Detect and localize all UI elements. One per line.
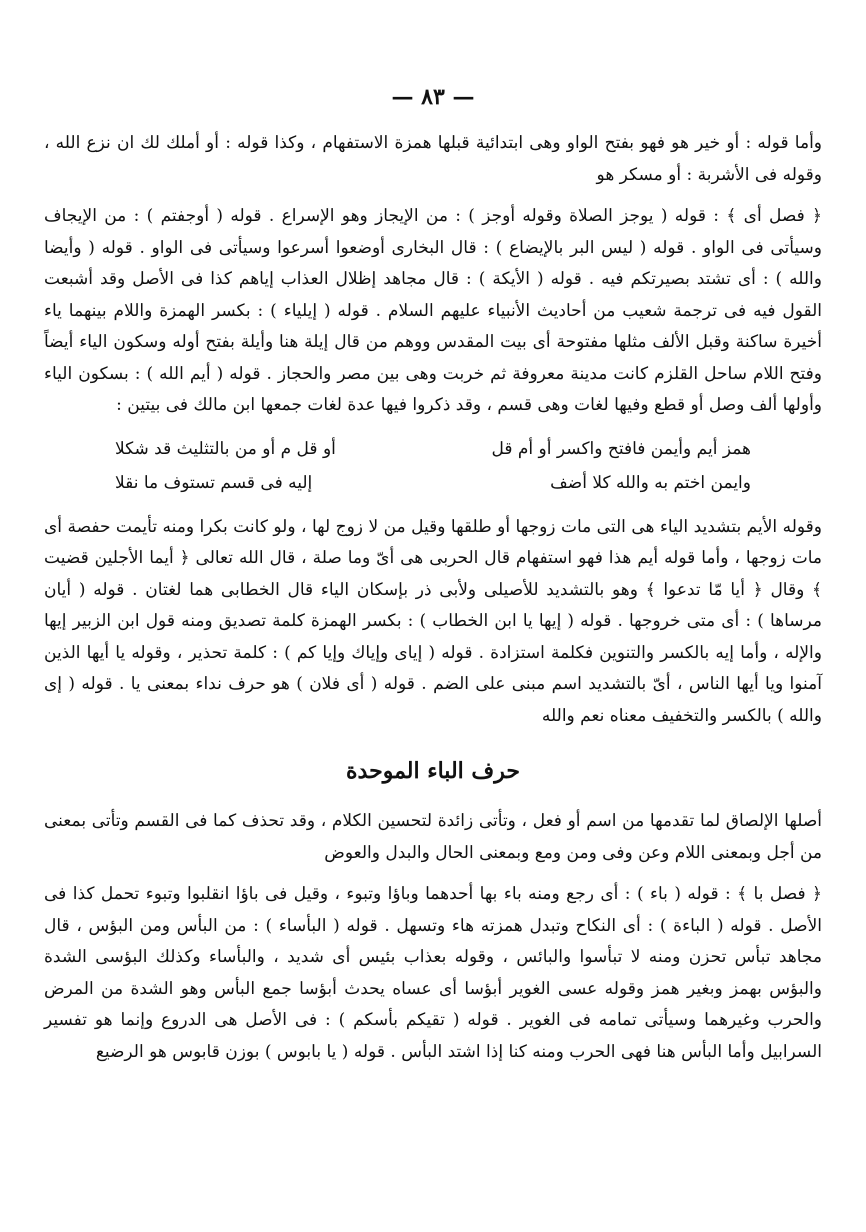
verse-hemistich-first: همز أيم وأيمن فافتح واكسر أو أم قل [491,438,751,459]
verse-hemistich-second: أو قل م أو من بالتثليث قد شكلا [115,438,336,459]
verse-hemistich-second: إليه فى قسم تستوف ما نقلا [115,472,313,493]
verse-hemistich-first: وايمن اختم به والله كلا أضف [550,472,751,493]
page-number: — ٨٣ — [391,84,475,110]
poem-verses [44,432,822,500]
paragraph-ayyim: وقوله الأيم بتشديد الياء هى التى مات زوجها أو طلقها وقيل من لا زوج لها ، ولو كانت بكرا ومنه تأيمت حفصة أى مات زوجها ، وأما قوله أيم هذا فهو استفهام قال الحربى هى أىّ وما صلة ، قال الله تعالى ﴿ أيما الأجلين قضيت ﴾ وقال ﴿ أيا مّا تدعوا ﴾ وهو بالتشديد للأصيلى ولأبى ذر بإسكان الياء قال الخطابى هما لغتان . قوله ( أيان مرساها ) : أى متى خروجها . قوله ( إيها يا ابن الخطاب ) : بكسر الهمزة كلمة تصديق ومنه قول ابن الزبير إيها والإله ، وأما إيه بالكسر والتنوين فكلمة استزادة . قوله ( إياى وإياك وإيا كم ) : كلمة تحذير ، وقوله يا أيها الذين آمنوا ويا أيها الناس ، أىّ بالتشديد اسم مبنى على الضم . قوله ( أى فلان ) هو حرف نداء بمعنى يا . قوله ( إى والله ) بالكسر والتخفيف معناه نعم والله [44,516,822,726]
section-heading: حرف الباء الموحدة [346,758,520,784]
paragraph-fasl-ay: ﴿ فصل أى ﴾ : قوله ( يوجز الصلاة وقوله أوجز ) : من الإيجاز وهو الإسراع . قوله ( أوجفتم ) : من الإيجاف وسيأتى فى الواو . قوله ( ليس البر بالإيضاع ) : قال البخارى أوضعوا أسرعوا وسيأتى فى الواو . قوله ( وأيضا والله ) : أى تشتد بصيرتكم فيه . قوله ( الأيكة ) : قال مجاهد إظلال العذاب إياهم كذا فى الأصل وقد أشبعت القول فيه فى ترجمة شعيب من أحاديث الأنبياء عليهم السلام . قوله ( إيلياء ) : بكسر الهمزة واللام بينهما ياء أخيرة ساكنة وقبل الألف مثلها مفتوحة أى بيت المقدس ووهم من قال إيلة هنا وأيلة بفتح أوله وسكون الياء أيضاً وفتح اللام ساحل القلزم كانت مدينة معروفة ثم خربت وهى بين مصر والحجاز . قوله ( أيم الله ) : بسكون الياء وأولها ألف وصل أو قطع وفيها لغات وهى قسم ، وقد ذكروا فيها عدة لغات جمعها ابن مالك فى بيتين : [44,206,822,415]
verse-line [44,466,822,500]
verse-line [44,432,822,466]
paragraph-ba-intro: أصلها الإلصاق لما تقدمها من اسم أو فعل ، وتأتى زائدة لتحسين الكلام ، وقد تحذف كما فى القسم وتأتى بمعنى من أجل وبمعنى اللام وعن وفى ومن ومع وبمعنى الحال والبدل والعوض [44,811,822,863]
paragraph-intro: وأما قوله : أو خير هو فهو بفتح الواو وهى ابتدائية قبلها همزة الاستفهام ، وكذا قوله : أو أملك لك ان نزع الله ، وقوله فى الأشربة : أو مسكر هو [44,133,822,185]
paragraph-fasl-ba: ﴿ فصل با ﴾ : قوله ( باء ) : أى رجع ومنه باء بها أحدهما وباؤا وتبوء ، وقيل فى باؤا انقلبوا وتبوء تحمل كذا فى الأصل . قوله ( الباءة ) : أى النكاح وتبدل همزته هاء وتسهل . قوله ( البأساء ) : من البأس ومن البؤس ، قال مجاهد تبأس تحزن ومنه لا تبأسوا والبائس ، وقوله بعذاب بئيس أى شديد ، والبأساء وكذلك البؤسى الشدة والبؤس بهمز وبغير همز وقوله عسى الغوير أبؤسا أى عساه يحدث أبؤسا جمع البأس وهو الشدة من المرض والحرب وغيرهما وسيأتى تمامه فى الغوير . قوله ( تقيكم بأسكم ) : فى الأصل هى الدروع وإنما هو تفسير السرابيل وأما البأس هنا فهى الحرب ومنه كنا إذا اشتد البأس . قوله ( يا بابوس ) بوزن قابوس هو الرضيع [44,884,822,1062]
